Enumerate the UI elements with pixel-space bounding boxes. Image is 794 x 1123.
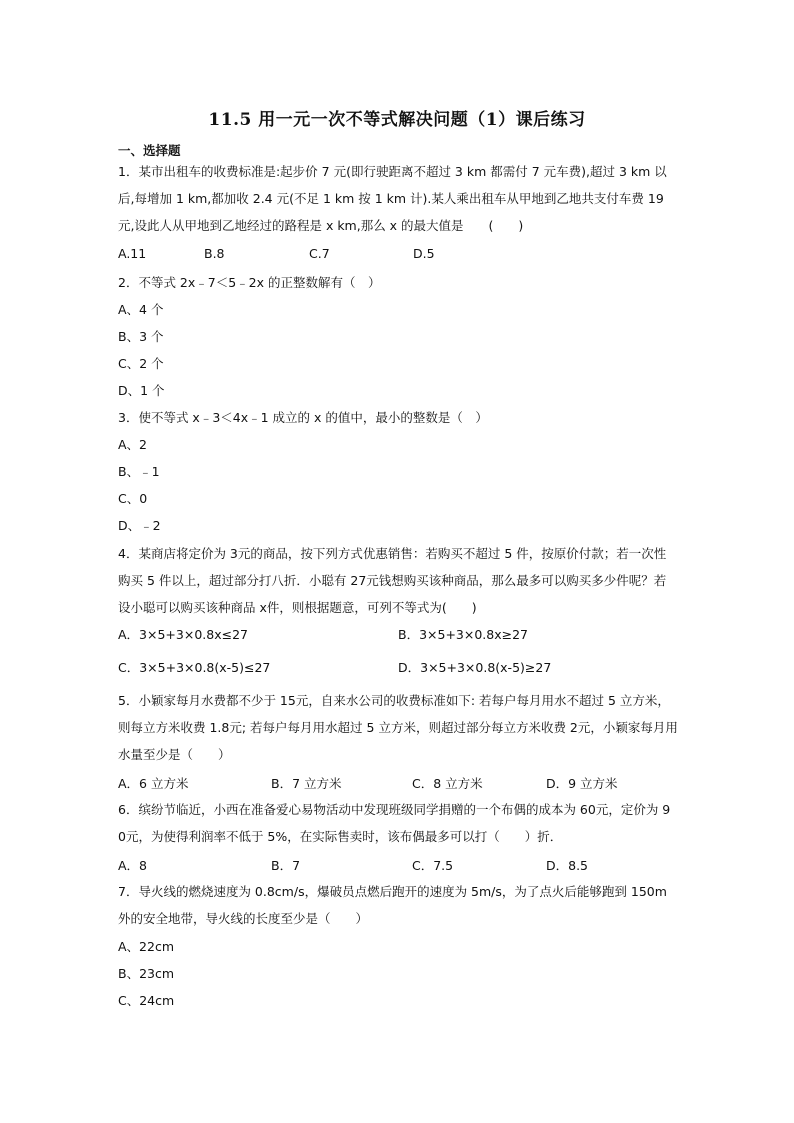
question-3-text: 3．使不等式 x﹣3＜4x﹣1 成立的 x 的值中，最小的整数是（ ） (118, 410, 488, 425)
question-1-options (118, 246, 435, 261)
question-2-option-d: D、1 个 (118, 383, 165, 398)
option-b: B．7 (271, 858, 301, 873)
question-2-option-c: C、2 个 (118, 356, 164, 371)
question-5-text: 5．小颖家每月水费都不少于 15元，自来水公司的收费标准如下: 若每户每月用水不超过 5 立方米，则每立方米收费 1.8元; 若每户每月用水超过 5 立方米，则超过部分每立方米收费 2元，小颖家每月用水量至少是（ ） (118, 693, 678, 762)
option-c: C．7.5 (412, 858, 454, 873)
question-4-options-row-1 (118, 625, 528, 643)
option-a: A．6 立方米 (118, 776, 189, 791)
question-2-option-a: A、4 个 (118, 302, 164, 317)
question-3-option-c: C、0 (118, 491, 148, 506)
option-d: D.5 (413, 246, 435, 261)
question-6-text: 6．缤纷节临近，小西在准备爱心易物活动中发现班级同学捐赠的一个布偶的成本为 60元，定价为 90元，为使得利润率不低于 5%，在实际售卖时，该布偶最多可以打（ ）折． (118, 802, 671, 844)
option-a: A．3×5+3×0.8x≤27 (118, 627, 248, 642)
option-b: B.8 (204, 246, 225, 261)
question-2-option-b: B、3 个 (118, 329, 164, 344)
question-4-options-row-2 (118, 658, 551, 676)
option-d: D．3×5+3×0.8(x-5)≥27 (398, 660, 552, 675)
page-title: 11.5 用一元一次不等式解决问题（1）课后练习 (208, 110, 586, 130)
option-d: D．9 立方米 (546, 776, 618, 791)
section-heading: 一、选择题 (118, 143, 181, 158)
option-c: C．8 立方米 (412, 776, 483, 791)
question-3-option-a: A、2 (118, 437, 148, 452)
question-3-option-d: D、﹣2 (118, 518, 161, 533)
question-6-options (118, 856, 588, 874)
question-7-text: 7．导火线的燃烧速度为 0.8cm/s，爆破员点燃后跑开的速度为 5m/s，为了点火后能够跑到 150m 外的安全地带，导火线的长度至少是（ ） (118, 884, 667, 926)
question-1-text: 1．某市出租车的收费标准是:起步价 7 元(即行驶距离不超过 3 km 都需付 7 元车费),超过 3 km 以后,每增加 1 km,都加收 2.4 元(不足 1 km 按 1 km 计).某人乘出租车从甲地到乙地共支付车费 19 元,设此人从甲地到乙地经过的路程是 x km,那么 x 的最大值是 ( ) (118, 164, 667, 233)
option-a: A.11 (118, 246, 147, 261)
option-a: A．8 (118, 858, 148, 873)
question-2-text: 2．不等式 2x﹣7＜5﹣2x 的正整数解有（ ） (118, 275, 381, 290)
question-7-option-a: A、22cm (118, 939, 175, 954)
question-7-option-b: B、23cm (118, 966, 175, 981)
option-b: B．3×5+3×0.8x≥27 (398, 627, 529, 642)
option-c: C．3×5+3×0.8(x-5)≤27 (118, 660, 271, 675)
question-5-options (118, 774, 618, 792)
question-7-option-c: C、24cm (118, 993, 175, 1008)
option-b: B．7 立方米 (271, 776, 342, 791)
option-d: D．8.5 (546, 858, 589, 873)
question-3-option-b: B、﹣1 (118, 464, 160, 479)
question-4-text: 4．某商店将定价为 3元的商品，按下列方式优惠销售：若购买不超过 5 件，按原价付款；若一次性购买 5 件以上，超过部分打八折．小聪有 27元钱想购买该种商品，那么最多可以购买多少件呢？若设小聪可以购买该种商品 x件，则根据题意，可列不等式为( ) (118, 546, 667, 615)
option-c: C.7 (309, 246, 330, 261)
